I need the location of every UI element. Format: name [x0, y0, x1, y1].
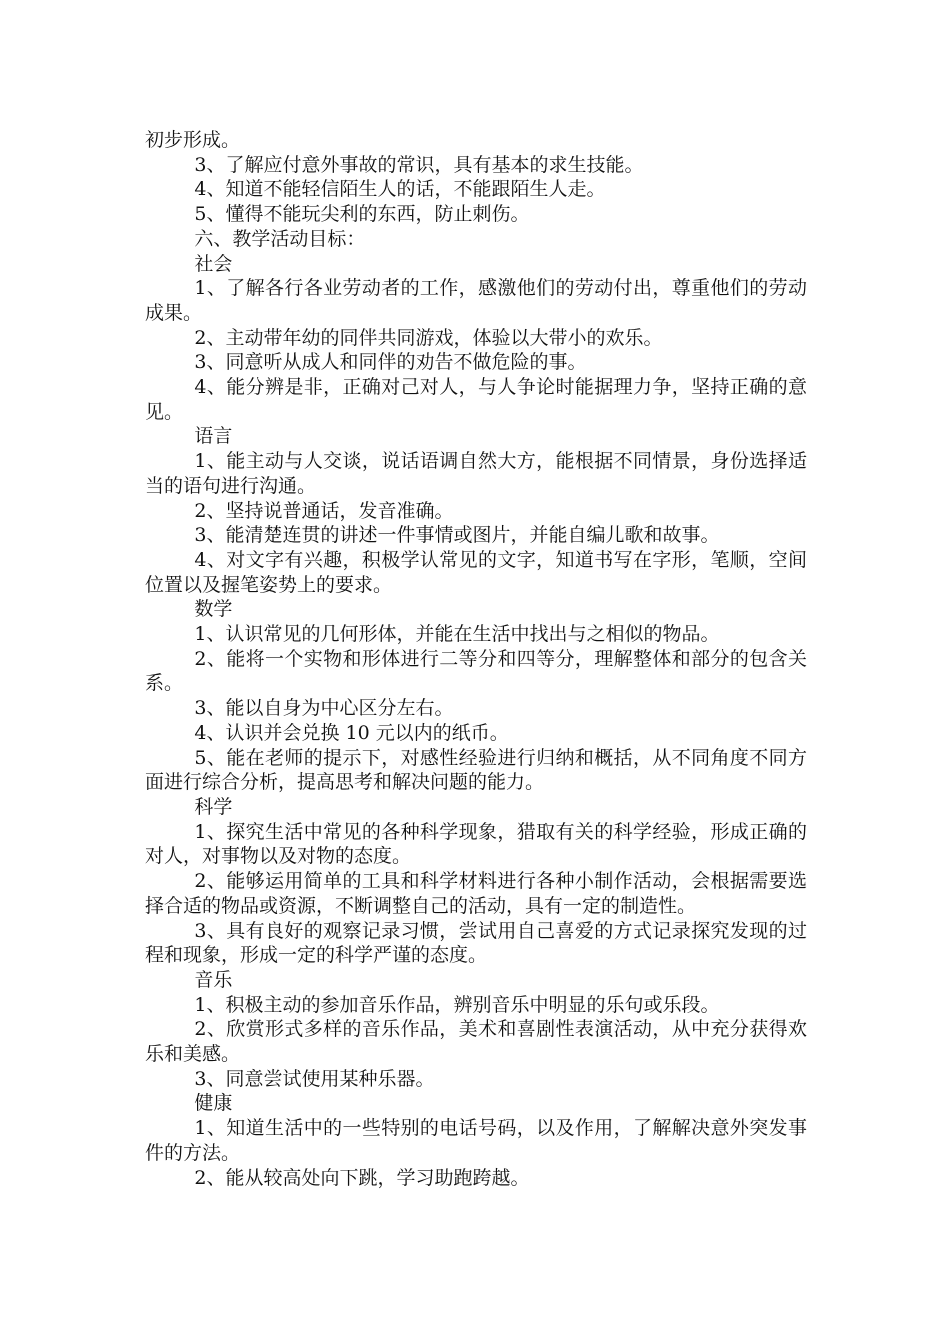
paragraph: 2、欣赏形式多样的音乐作品，美术和喜剧性表演活动，从中充分获得欢乐和美感。: [145, 1018, 807, 1066]
paragraph: 1、认识常见的几何形体，并能在生活中找出与之相似的物品。: [194, 623, 720, 646]
subject-heading: 数学: [194, 598, 233, 621]
paragraph: 3、具有良好的观察记录习惯，尝试用自己喜爱的方式记录探究发现的过程和现象，形成一定的科学严谨的态度。: [145, 919, 807, 967]
paragraph: 1、了解各行各业劳动者的工作，感激他们的劳动付出，尊重他们的劳动成果。: [145, 277, 807, 324]
paragraph: 2、能够运用简单的工具和科学材料进行各种小制作活动，会根据需要选择合适的物品或资源，不断调整自己的活动，具有一定的制造性。: [145, 870, 807, 917]
paragraph: 2、坚持说普通话，发音准确。: [194, 499, 454, 522]
paragraph: 1、积极主动的参加音乐作品，辨别音乐中明显的乐句或乐段。: [194, 993, 720, 1016]
paragraph: 初步形成。: [145, 129, 241, 151]
paragraph: 4、知道不能轻信陌生人的话，不能跟陌生人走。: [194, 178, 606, 201]
paragraph: 5、能在老师的提示下，对感性经验进行归纳和概括，从不同角度不同方面进行综合分析，提高思考和解决问题的能力。: [145, 746, 807, 794]
document-body: [145, 128, 807, 1190]
paragraph: 4、认识并会兑换 10 元以内的纸币。: [194, 721, 509, 744]
subject-heading: 健康: [194, 1092, 233, 1115]
paragraph: 2、能从较高处向下跳，学习助跑跨越。: [194, 1166, 530, 1189]
paragraph: 2、主动带年幼的同伴共同游戏，体验以大带小的欢乐。: [194, 326, 663, 349]
paragraph: 1、能主动与人交谈，说话语调自然大方，能根据不同情景，身份选择适当的语句进行沟通。: [145, 450, 807, 497]
paragraph: 4、对文字有兴趣，积极学认常见的文字，知道书写在字形，笔顺，空间位置以及握笔姿势上的要求。: [145, 548, 807, 596]
subject-heading: 社会: [194, 252, 233, 275]
paragraph: 3、了解应付意外事故的常识，具有基本的求生技能。: [194, 153, 644, 176]
subject-heading: 音乐: [194, 968, 233, 991]
paragraph: 3、能以自身为中心区分左右。: [194, 697, 454, 720]
paragraph: 3、同意尝试使用某种乐器。: [194, 1067, 435, 1090]
section-heading: 六、教学活动目标：: [194, 227, 366, 250]
subject-heading: 科学: [194, 795, 233, 818]
paragraph: 3、能清楚连贯的讲述一件事情或图片，并能自编儿歌和故事。: [194, 524, 720, 547]
subject-heading: 语言: [194, 425, 233, 448]
paragraph: 1、知道生活中的一些特别的电话号码，以及作用，了解解决意外突发事件的方法。: [145, 1117, 807, 1164]
paragraph: 2、能将一个实物和形体进行二等分和四等分，理解整体和部分的包含关系。: [145, 647, 807, 695]
paragraph: 4、能分辨是非，正确对己对人，与人争论时能据理力争，坚持正确的意见。: [145, 376, 807, 423]
paragraph: 5、懂得不能玩尖利的东西，防止刺伤。: [194, 203, 530, 226]
paragraph: 1、探究生活中常见的各种科学现象，猎取有关的科学经验，形成正确的对人，对事物以及对物的态度。: [145, 820, 807, 868]
paragraph: 3、同意听从成人和同伴的劝告不做危险的事。: [194, 351, 587, 374]
